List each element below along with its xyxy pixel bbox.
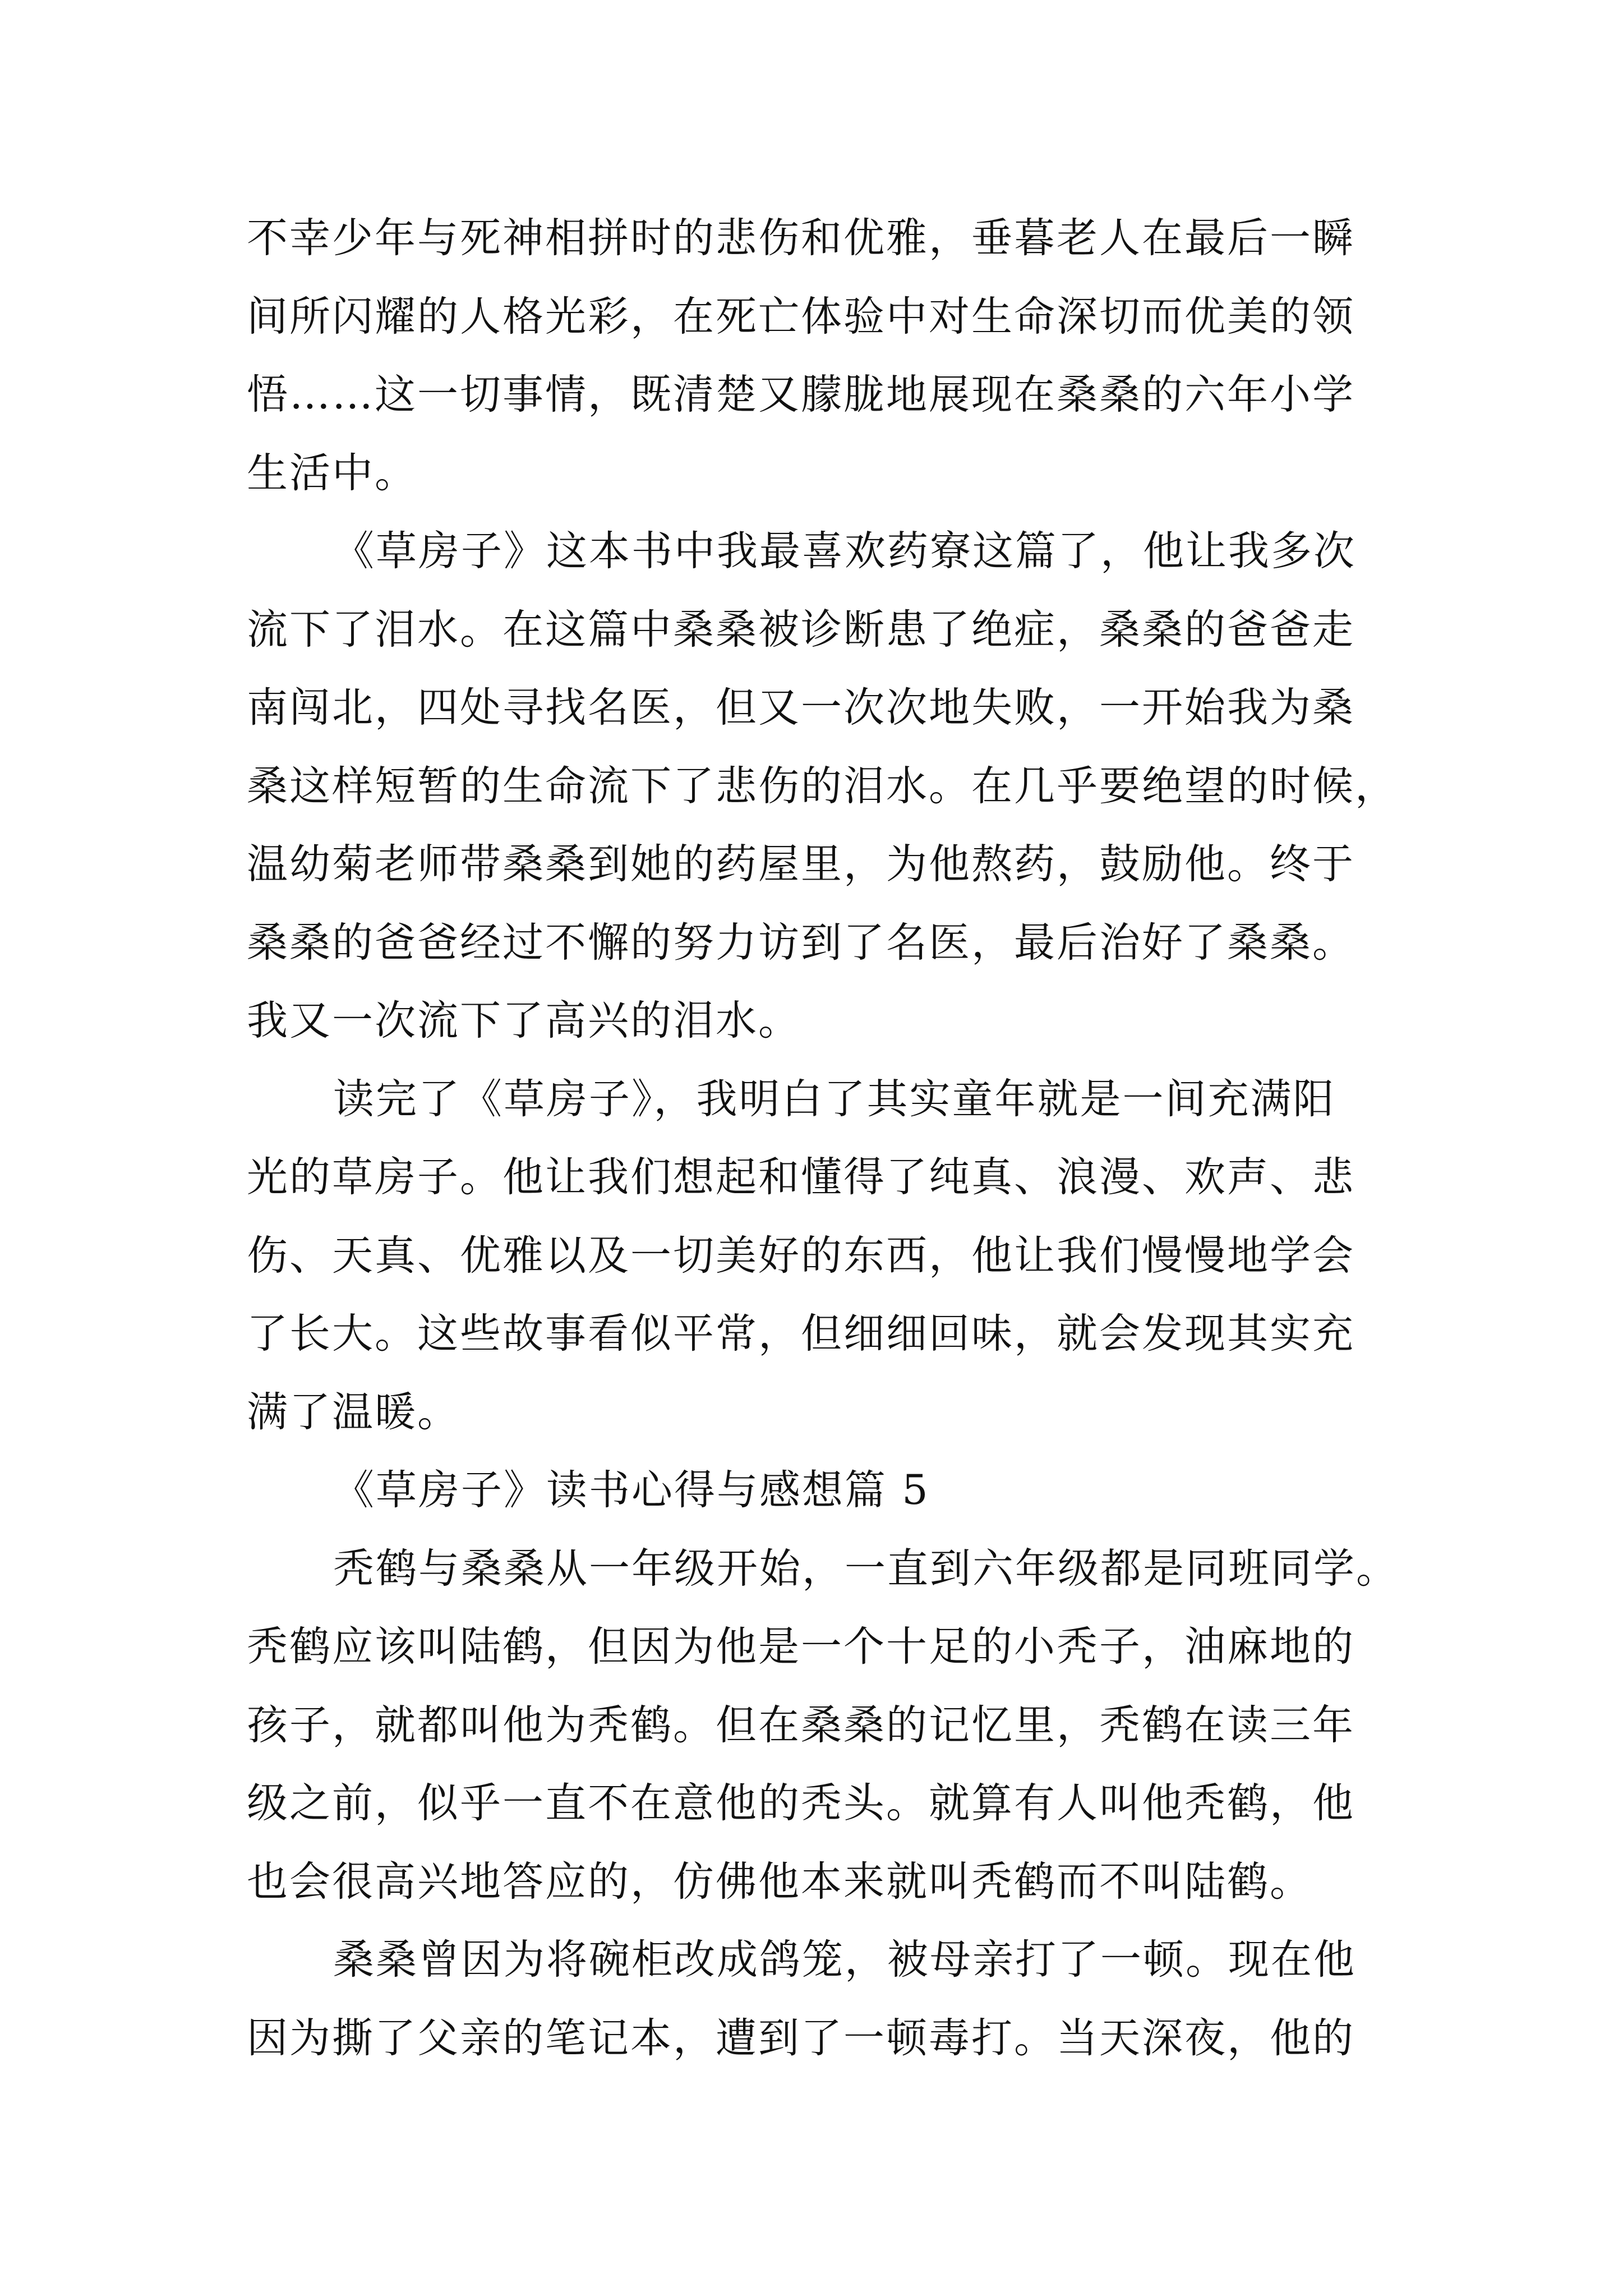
paragraph-start-line: 桑桑曾因为将碗柜改成鸽笼，被母亲打了一顿。现在他 [333,1936,1356,1984]
text-line: 我又一次流下了高兴的泪水。 [247,997,801,1045]
text-line: 也会很高兴地答应的，仿佛他本来就叫秃鹤而不叫陆鹤。 [247,1857,1312,1906]
text-line: 悟……这一切事情，既清楚又朦胧地展现在桑桑的六年小学 [247,371,1355,418]
text-line: 了长大。这些故事看似平常，但细细回味，就会发现其实充 [247,1310,1355,1358]
text-line: 伤、天真、优雅以及一切美好的东西，他让我们慢慢地学会 [247,1231,1355,1280]
body-text [247,199,1413,2077]
text-line: 温幼菊老师带桑桑到她的药屋里，为他熬药，鼓励他。终于 [247,840,1355,888]
text-line: 满了温暖。 [247,1388,460,1436]
text-line: 不幸少年与死神相拼时的悲伤和优雅，垂暮老人在最后一瞬 [247,214,1355,262]
section-heading: 《草房子》读书心得与感想篇 5 [333,1466,930,1514]
text-line: 因为撕了父亲的笔记本，遭到了一顿毒打。当天深夜，他的 [247,2014,1355,2062]
text-line: 间所闪耀的人格光彩，在死亡体验中对生命深切而优美的领 [247,292,1355,341]
text-line: 南闯北，四处寻找名医，但又一次次地失败，一开始我为桑 [247,684,1355,731]
text-line: 级之前，似乎一直不在意他的秃头。就算有人叫他秃鹤，他 [247,1779,1355,1827]
text-line: 孩子，就都叫他为秃鹤。但在桑桑的记忆里，秃鹤在读三年 [247,1701,1355,1749]
paragraph-start-line: 读完了《草房子》，我明白了其实童年就是一间充满阳 [333,1075,1336,1123]
text-line: 光的草房子。他让我们想起和懂得了纯真、浪漫、欢声、悲 [247,1153,1355,1201]
text-line: 秃鹤应该叫陆鹤，但因为他是一个十足的小秃子，油麻地的 [247,1623,1355,1671]
text-line: 桑这样短暂的生命流下了悲伤的泪水。在几乎要绝望的时候， [247,762,1398,810]
paragraph-start-line: 秃鹤与桑桑从一年级开始，一直到六年级都是同班同学。 [333,1544,1399,1593]
paragraph-start-line: 《草房子》这本书中我最喜欢药寮这篇了，他让我多次 [333,527,1356,575]
text-line: 生活中。 [247,449,417,497]
text-line: 流下了泪水。在这篇中桑桑被诊断患了绝症，桑桑的爸爸走 [247,605,1355,654]
text-line: 桑桑的爸爸经过不懈的努力访到了名医，最后治好了桑桑。 [247,918,1355,967]
